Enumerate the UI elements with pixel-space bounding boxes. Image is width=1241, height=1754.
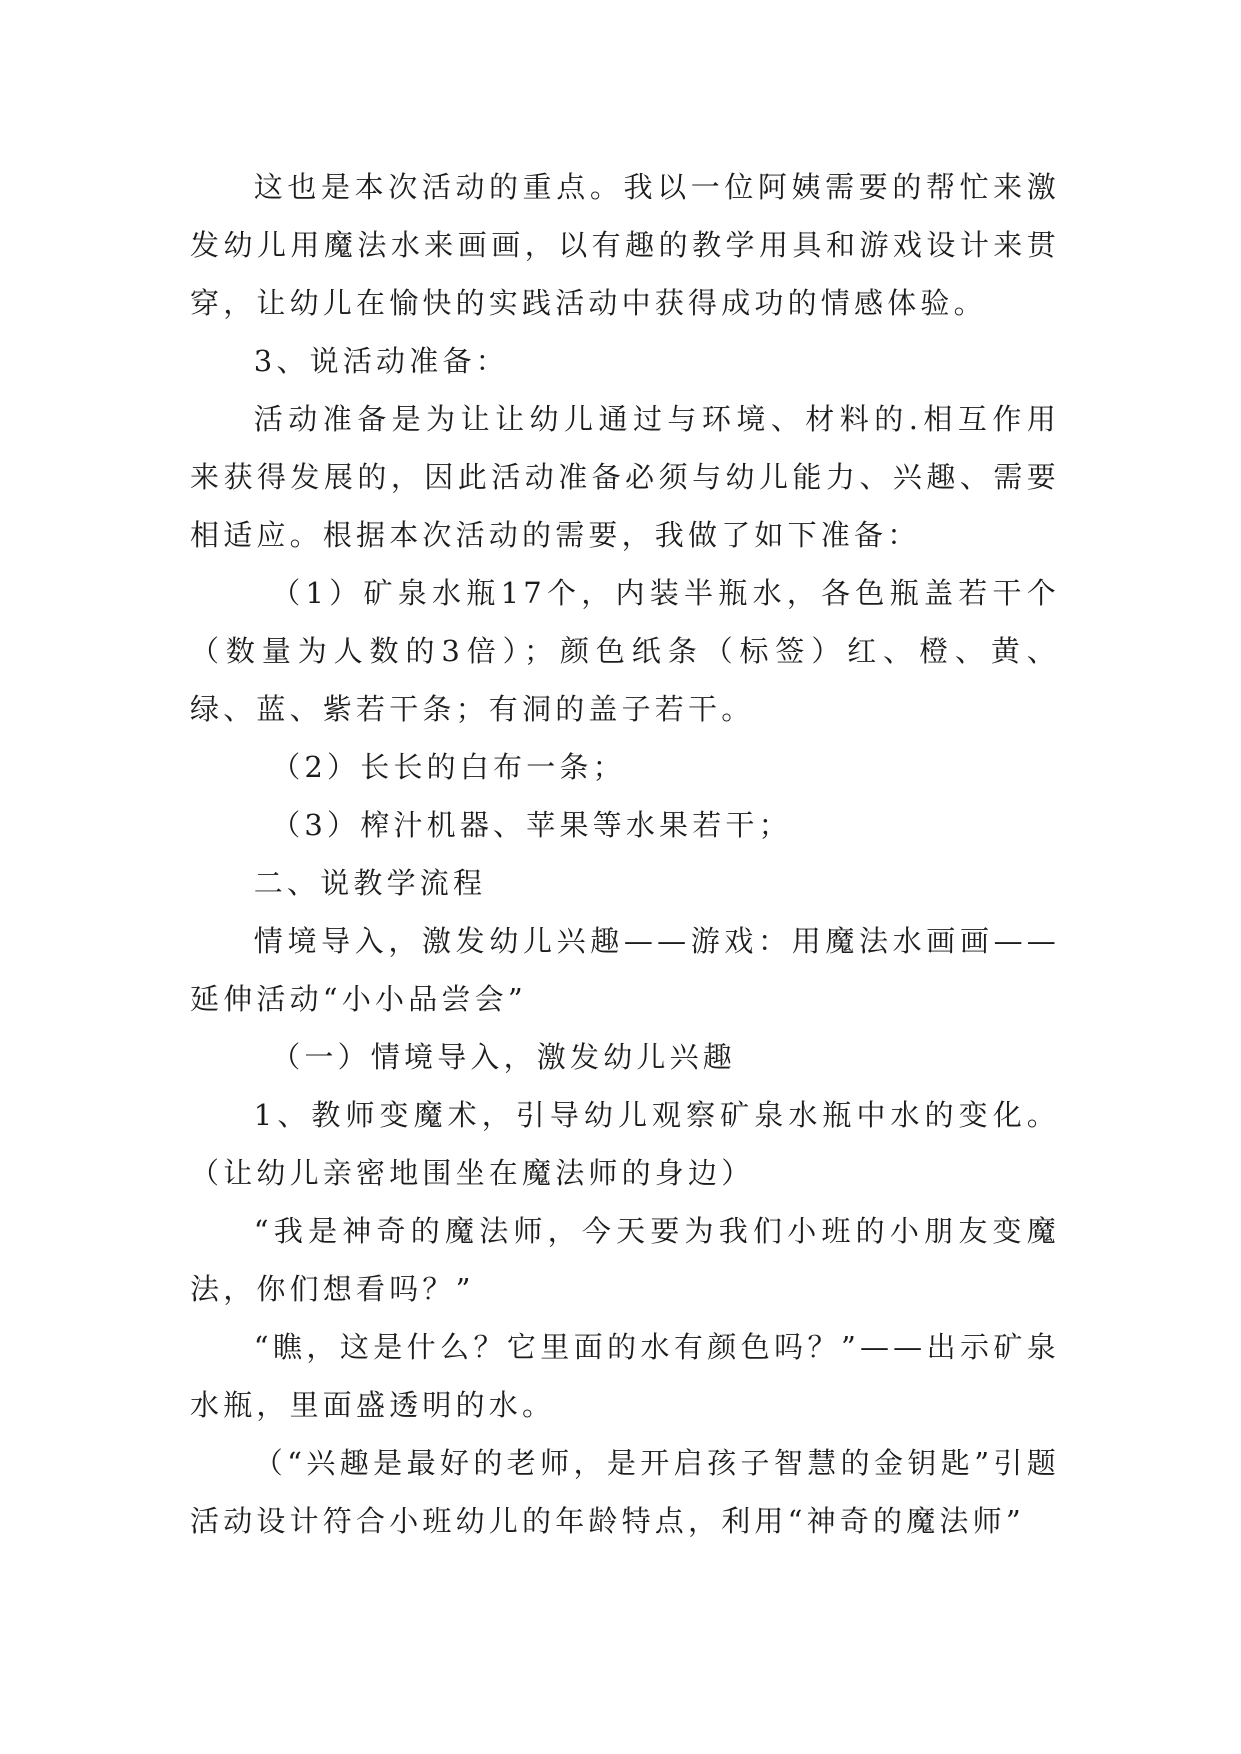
subheading-situation-intro: （一）情境导入，激发幼儿兴趣	[271, 1040, 736, 1074]
paragraph-interest-note: （“兴趣是最好的老师，是开启孩子智慧的金钥匙”引题活动设计符合小班幼儿的年龄特点，利用“神奇的魔法师”	[190, 1446, 1060, 1538]
heading-teaching-process: 二、说教学流程	[253, 866, 487, 900]
list-item-preparation-2: （2）长长的白布一条；	[271, 750, 626, 784]
paragraph-preparation-intro: 活动准备是为让让幼儿通过与环境、材料的.相互作用来获得发展的，因此活动准备必须与幼儿能力、兴趣、需要相适应。根据本次活动的需要，我做了如下准备：	[190, 402, 1060, 552]
paragraph-key-point: 这也是本次活动的重点。我以一位阿姨需要的帮忙来激发幼儿用魔法水来画画，以有趣的教学用具和游戏设计来贯穿，让幼儿在愉快的实践活动中获得成功的情感体验。	[190, 170, 1060, 320]
paragraph-quote-bottle: “瞧，这是什么？它里面的水有颜色吗？”——出示矿泉水瓶，里面盛透明的水。	[190, 1330, 1060, 1422]
paragraph-quote-magician: “我是神奇的魔法师，今天要为我们小班的小朋友变魔法，你们想看吗？”	[190, 1214, 1060, 1306]
list-item-preparation-1: （1）矿泉水瓶17个，内装半瓶水，各色瓶盖若干个（数量为人数的3倍）；颜色纸条（标签）红、橙、黄、绿、蓝、紫若干条；有洞的盖子若干。	[190, 576, 1060, 726]
list-item-preparation-3: （3）榨汁机器、苹果等水果若干；	[271, 808, 792, 842]
paragraph-process-overview: 情境导入，激发幼儿兴趣——游戏：用魔法水画画——延伸活动“小小品尝会”	[190, 924, 1060, 1016]
paragraph-magic-step: 1、教师变魔术，引导幼儿观察矿泉水瓶中水的变化。（让幼儿亲密地围坐在魔法师的身边）	[190, 1098, 1060, 1190]
heading-activity-preparation: 3、说活动准备：	[253, 344, 509, 378]
document-body	[190, 158, 1060, 1550]
